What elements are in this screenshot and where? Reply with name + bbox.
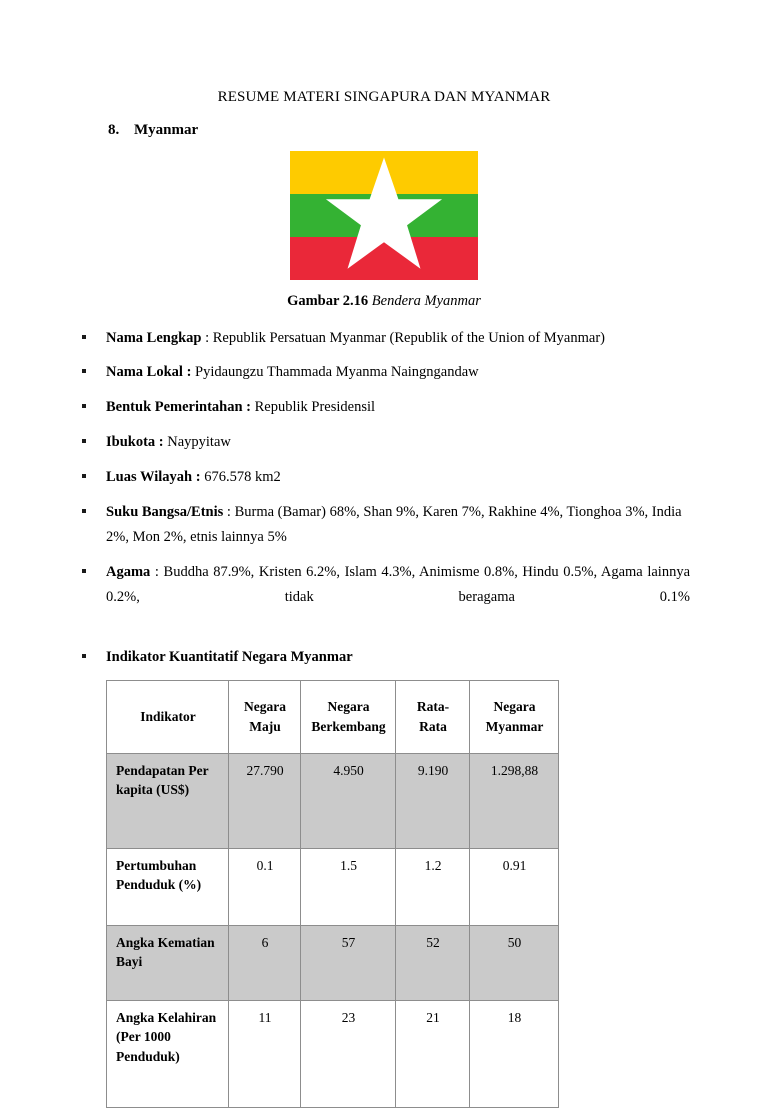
fact-label: Luas Wilayah : [106,469,201,486]
table-row-label: Pendapatan Per kapita (US$) [107,753,229,848]
fact-value: Naypyitaw [167,434,231,451]
table-row [107,753,559,848]
table-cell: 18 [470,1000,559,1107]
table-row [107,925,559,1000]
facts-list [78,326,690,670]
fact-separator: : [201,329,213,346]
fact-value: Burma (Bamar) 68%, Shan 9%, Karen 7%, Rakhine 4%, Tionghoa 3%, India 2%, Mon 2%, etnis lainnya 5% [106,504,682,546]
table-cell: 23 [301,1000,396,1107]
table-cell: 50 [470,925,559,1000]
bullet-square-icon [82,474,86,478]
bullet-square-icon [82,569,86,573]
table-row [107,848,559,925]
table-cell: 1.298,88 [470,753,559,848]
table-row-label: Angka Kematian Bayi [107,925,229,1000]
table-row-label: Pertumbuhan Penduduk (%) [107,848,229,925]
fact-label: Nama Lengkap [106,329,202,346]
figure-caption-label: Gambar 2.16 [287,292,369,309]
fact-value: 676.578 km2 [204,469,281,486]
table-cell: 0.91 [470,848,559,925]
figure-block [78,151,690,281]
page-title: RESUME MATERI SINGAPURA DAN MYANMAR [217,89,551,105]
fact-separator: : [223,504,235,521]
fact-label: Ibukota : [106,434,164,451]
table-header-cell: Negara Maju [229,680,301,753]
figure-caption-text: Bendera Myanmar [371,292,481,309]
table-cell: 11 [229,1000,301,1107]
indicators-table-block [78,680,690,1108]
table-header-cell: Negara Myanmar [470,680,559,753]
table-header-row [107,680,559,753]
bullet-square-icon [82,654,86,658]
table-cell: 1.5 [301,848,396,925]
indicators-table [106,680,559,1108]
table-cell: 27.790 [229,753,301,848]
list-item [78,645,690,670]
bullet-square-icon [82,404,86,408]
fact-value: Buddha 87.9%, Kristen 6.2%, Islam 4.3%, Animisme 0.8%, Hindu 0.5%, Agama lainnya 0.2%, tidak beragama 0.1% [106,564,691,605]
flag-star-icon [323,155,445,277]
table-cell: 21 [396,1000,470,1107]
fact-label: Agama [106,564,151,581]
list-item [78,560,690,635]
fact-separator: : [150,564,164,581]
fact-value: Republik Persatuan Myanmar (Republik of the Union of Myanmar) [212,329,605,346]
table-cell: 1.2 [396,848,470,925]
table-cell: 0.1 [229,848,301,925]
list-item [78,326,690,351]
bullet-square-icon [82,509,86,513]
fact-label: Indikator Kuantitatif Negara Myanmar [106,648,353,665]
table-row-label: Angka Kelahiran (Per 1000 Penduduk) [107,1000,229,1107]
table-cell: 52 [396,925,470,1000]
table-header-cell: Negara Berkembang [301,680,396,753]
section-number: 8. [108,121,120,138]
fact-value: Pyidaungzu Thammada Myanma Naingngandaw [195,364,479,381]
table-cell: 4.950 [301,753,396,848]
section-heading [78,122,690,139]
section-label: Myanmar [134,121,199,138]
fact-label: Nama Lokal : [106,364,192,381]
figure-caption [78,293,690,310]
fact-label: Suku Bangsa/Etnis [106,504,224,521]
list-item [78,500,690,550]
myanmar-flag [290,151,478,281]
bullet-square-icon [82,369,86,373]
bullet-square-icon [82,335,86,339]
table-row [107,1000,559,1107]
table-header-cell: Indikator [107,680,229,753]
fact-label: Bentuk Pemerintahan : [106,399,251,416]
table-cell: 9.190 [396,753,470,848]
list-item [78,465,690,490]
list-item [78,395,690,420]
list-item [78,360,690,385]
bullet-square-icon [82,439,86,443]
list-item [78,430,690,455]
table-cell: 6 [229,925,301,1000]
table-cell: 57 [301,925,396,1000]
fact-value: Republik Presidensil [254,399,376,416]
table-header-cell: Rata-Rata [396,680,470,753]
